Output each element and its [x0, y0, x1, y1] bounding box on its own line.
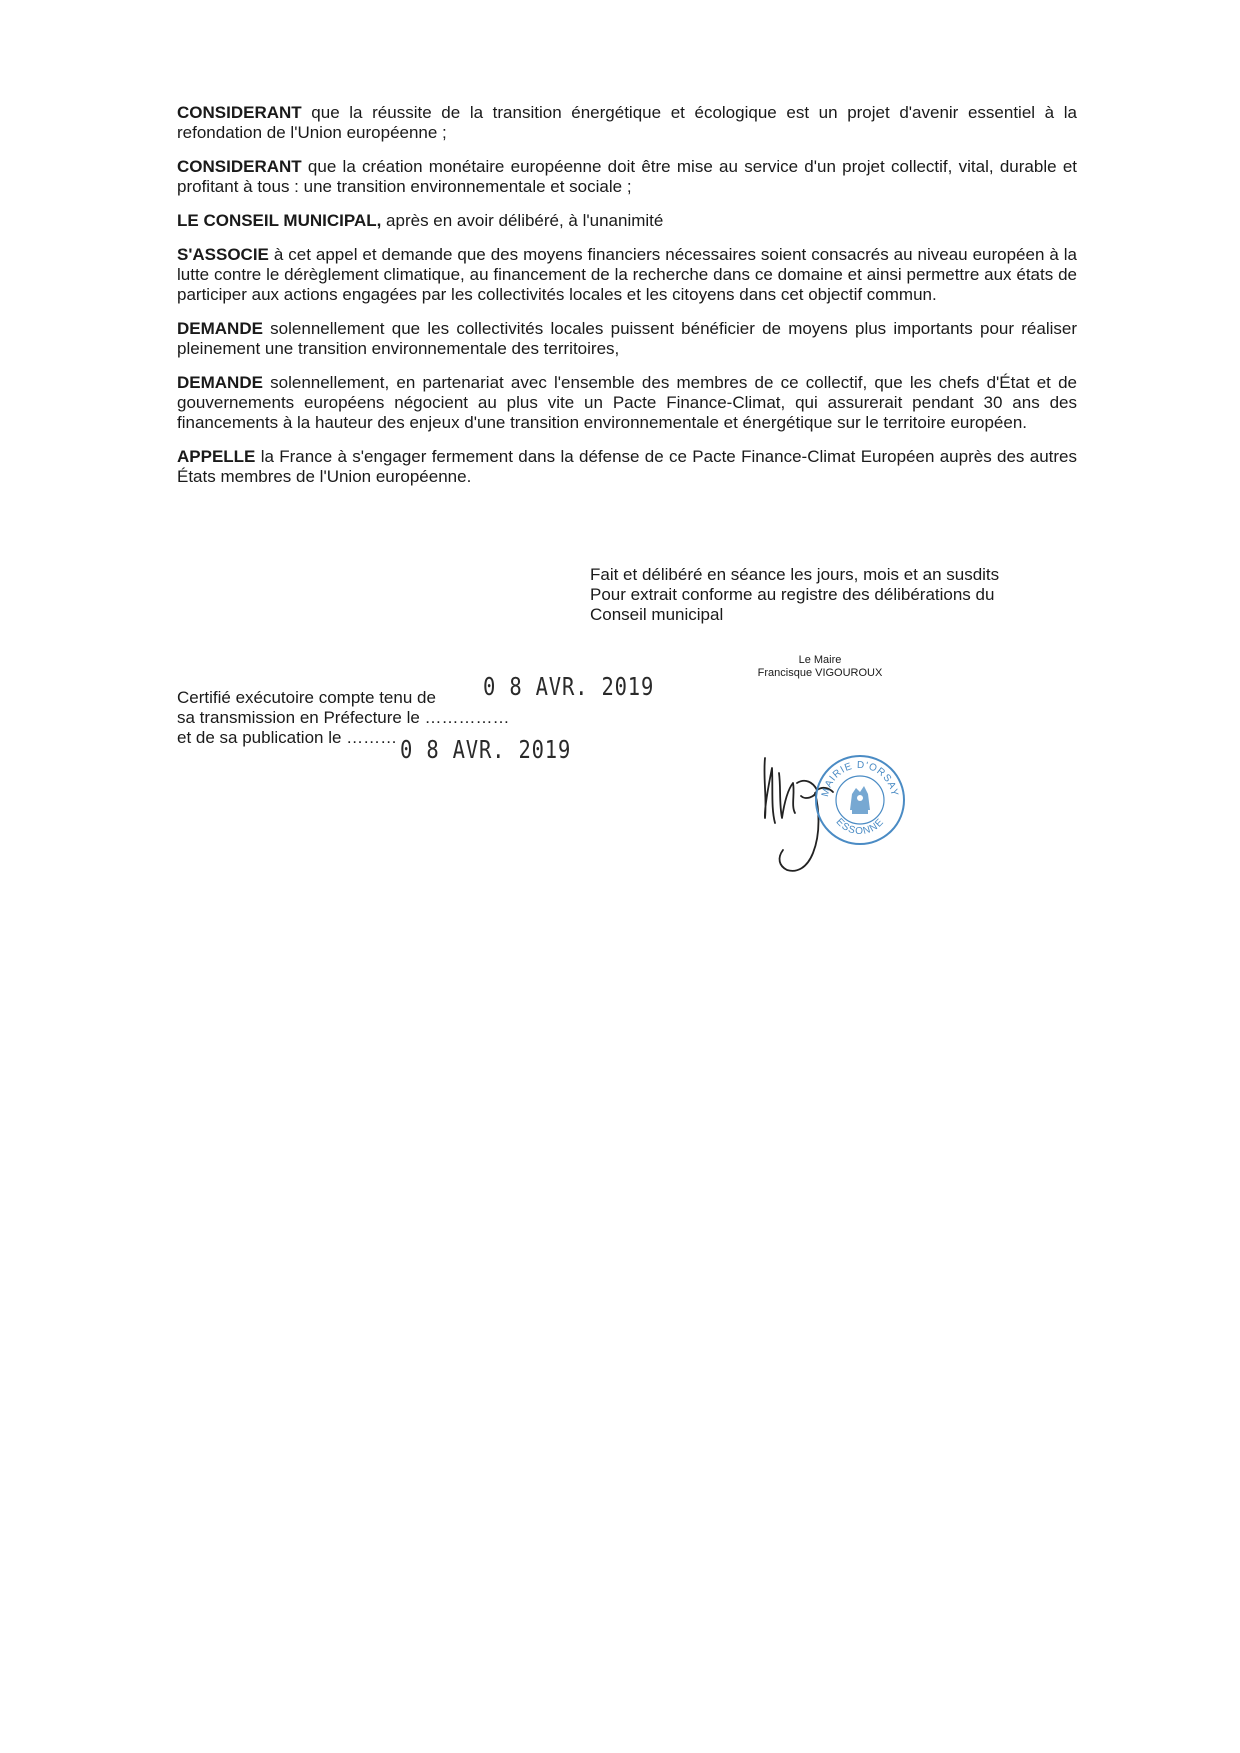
transmission-date-stamp: 0 8 AVR. 2019 — [483, 672, 655, 701]
certification-line: Certifié exécutoire compte tenu de — [177, 688, 436, 707]
certification-line: sa transmission en Préfecture le …………… — [177, 708, 510, 727]
closing-line: Conseil municipal — [590, 605, 724, 624]
seal-top-text: MAIRIE D'ORSAY — [820, 759, 900, 798]
paragraph-text: que la réussite de la transition énergétique et écologique est un projet d'avenir essentiel à la refondation de l'Union européenne ; — [177, 103, 1077, 142]
paragraph-keyword: CONSIDERANT — [177, 157, 302, 176]
certification-line: et de sa publication le ……… — [177, 728, 398, 747]
paragraph-keyword: DEMANDE — [177, 373, 263, 392]
paragraph-keyword: S'ASSOCIE — [177, 245, 269, 264]
deliberation-body — [177, 103, 1077, 501]
paragraph-text: que la création monétaire européenne doit être mise au service d'un projet collectif, vital, durable et profitant à tous : une transition environnementale et sociale ; — [177, 157, 1077, 196]
paragraph-keyword: LE CONSEIL MUNICIPAL, — [177, 211, 382, 230]
paragraph-demande-1 — [177, 319, 1077, 359]
publication-date-stamp: 0 8 AVR. 2019 — [400, 735, 572, 764]
paragraph-text: après en avoir délibéré, à l'unanimité — [381, 211, 664, 230]
paragraph-keyword: DEMANDE — [177, 319, 263, 338]
paragraph-appelle — [177, 447, 1077, 487]
municipal-seal-icon — [812, 752, 908, 848]
mayor-block — [730, 654, 910, 680]
paragraph-considerant-2 — [177, 157, 1077, 197]
paragraph-text: solennellement, en partenariat avec l'ensemble des membres de ce collectif, que les chefs d'État et de gouvernements européens négocient au plus vite un Pacte Finance-Climat, qui assurerait pendant 30 ans des financements à la hauteur des enjeux d'une transition environnementale et énergétique sur le territoire européen. — [177, 373, 1077, 432]
seal-bottom-text: ESSONNE — [833, 816, 887, 838]
paragraph-keyword: CONSIDERANT — [177, 103, 302, 122]
closing-statement — [590, 565, 1060, 625]
mayor-name: Francisque VIGOUROUX — [757, 667, 883, 679]
paragraph-text: la France à s'engager fermement dans la défense de ce Pacte Finance-Climat Européen auprès des autres États membres de l'Union européenne. — [177, 447, 1077, 486]
paragraph-keyword: APPELLE — [177, 447, 256, 466]
paragraph-considerant-1 — [177, 103, 1077, 143]
paragraph-sassocie — [177, 245, 1077, 305]
closing-line: Fait et délibéré en séance les jours, mois et an susdits — [590, 565, 1000, 584]
paragraph-demande-2 — [177, 373, 1077, 433]
mayor-title: Le Maire — [798, 654, 842, 666]
paragraph-text: à cet appel et demande que des moyens financiers nécessaires soient consacrés au niveau européen à la lutte contre le dérèglement climatique, au financement de la recherche dans ce domaine et ainsi permettre aux états de participer aux actions engagées par les collectivités locales et les citoyens dans cet objectif commun. — [177, 245, 1077, 304]
closing-line: Pour extrait conforme au registre des délibérations du — [590, 585, 995, 604]
paragraph-text: solennellement que les collectivités locales puissent bénéficier de moyens plus importants pour réaliser pleinement une transition environnementale des territoires, — [177, 319, 1077, 358]
paragraph-conseil-municipal — [177, 211, 1077, 231]
